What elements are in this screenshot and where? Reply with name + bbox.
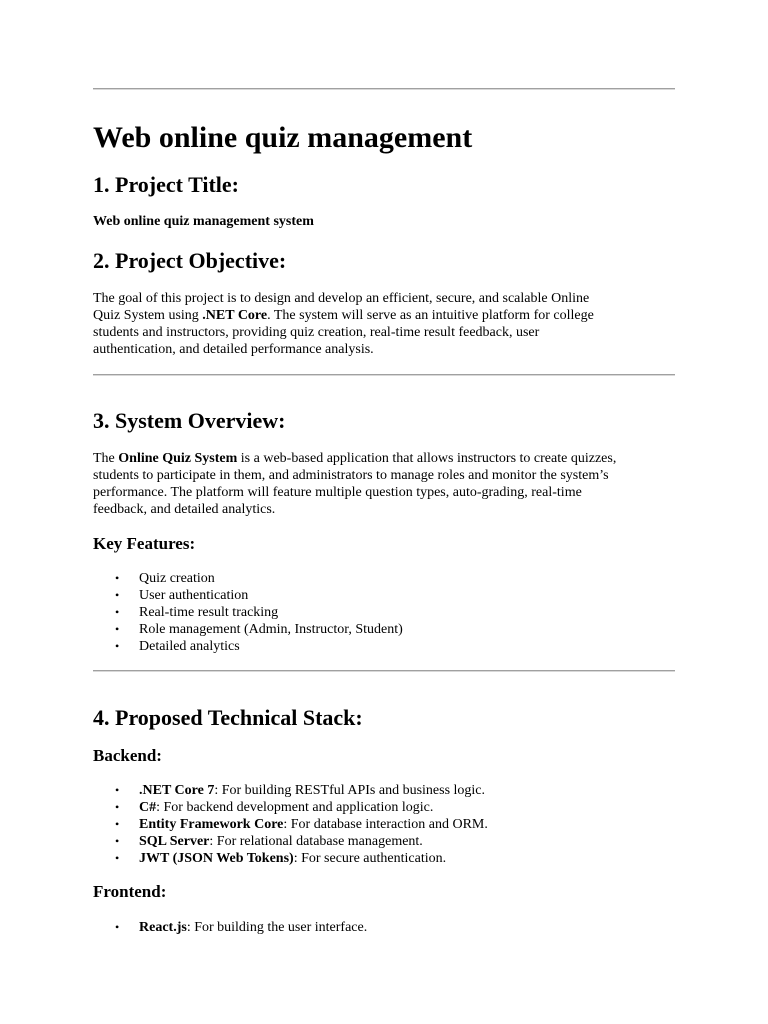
section-heading-project-objective: 2. Project Objective: bbox=[93, 248, 287, 273]
key-features-heading: Key Features: bbox=[93, 534, 196, 553]
bullet-icon: • bbox=[115, 851, 120, 865]
bullet-icon: • bbox=[115, 639, 120, 653]
objective-line: students and instructors, providing quiz creation, real-time result feedback, user bbox=[93, 325, 540, 340]
net-core-emphasis: .NET Core bbox=[202, 308, 268, 323]
list-item: • Real-time result tracking bbox=[115, 605, 279, 620]
list-item: • Role management (Admin, Instructor, Student) bbox=[115, 622, 403, 637]
bullet-icon: • bbox=[115, 571, 120, 585]
horizontal-rule bbox=[93, 670, 675, 672]
overview-line: feedback, and detailed analytics. bbox=[93, 502, 276, 517]
bullet-icon: • bbox=[115, 783, 120, 797]
backend-heading: Backend: bbox=[93, 746, 162, 765]
horizontal-rule bbox=[93, 88, 675, 90]
bullet-icon: • bbox=[115, 605, 120, 619]
list-item: • Detailed analytics bbox=[115, 639, 240, 654]
bullet-icon: • bbox=[115, 800, 120, 814]
list-item: • SQL Server: For relational database management. bbox=[115, 834, 423, 849]
bullet-icon: • bbox=[115, 817, 120, 831]
bullet-icon: • bbox=[115, 920, 120, 934]
list-item: • JWT (JSON Web Tokens): For secure authentication. bbox=[115, 851, 447, 866]
section-heading-project-title: 1. Project Title: bbox=[93, 172, 240, 197]
document-title: Web online quiz management bbox=[93, 121, 473, 154]
overview-line: performance. The platform will feature multiple question types, auto-grading, real-time bbox=[93, 485, 582, 500]
horizontal-rule bbox=[93, 374, 675, 376]
objective-line: authentication, and detailed performance analysis. bbox=[93, 342, 374, 357]
frontend-list bbox=[93, 919, 367, 936]
list-item: • .NET Core 7: For building RESTful APIs and business logic. bbox=[115, 783, 486, 798]
key-features-list bbox=[93, 570, 403, 655]
backend-list bbox=[93, 782, 488, 867]
overview-line: students to participate in them, and administrators to manage roles and monitor the system’s bbox=[93, 468, 609, 483]
bullet-icon: • bbox=[115, 622, 120, 636]
list-item: • Quiz creation bbox=[115, 571, 215, 586]
section-heading-system-overview: 3. System Overview: bbox=[93, 408, 286, 433]
frontend-heading: Frontend: bbox=[93, 882, 167, 901]
project-title-value: Web online quiz management system bbox=[93, 214, 314, 229]
list-item: • User authentication bbox=[115, 588, 249, 603]
list-item: • Entity Framework Core: For database interaction and ORM. bbox=[115, 817, 488, 832]
section-heading-tech-stack: 4. Proposed Technical Stack: bbox=[93, 705, 363, 730]
bullet-icon: • bbox=[115, 834, 120, 848]
list-item: • React.js: For building the user interface. bbox=[115, 920, 368, 935]
system-overview-paragraph bbox=[93, 450, 675, 518]
objective-line: The goal of this project is to design and develop an efficient, secure, and scalable Online bbox=[93, 291, 590, 306]
online-quiz-system-emphasis: Online Quiz System bbox=[118, 451, 238, 466]
bullet-icon: • bbox=[115, 588, 120, 602]
project-objective-paragraph bbox=[93, 290, 675, 358]
overview-line: The Online Quiz System is a web-based application that allows instructors to create quizzes, bbox=[93, 451, 617, 466]
objective-line: Quiz System using .NET Core. The system will serve as an intuitive platform for college bbox=[93, 308, 594, 323]
list-item: • C#: For backend development and application logic. bbox=[115, 800, 434, 815]
